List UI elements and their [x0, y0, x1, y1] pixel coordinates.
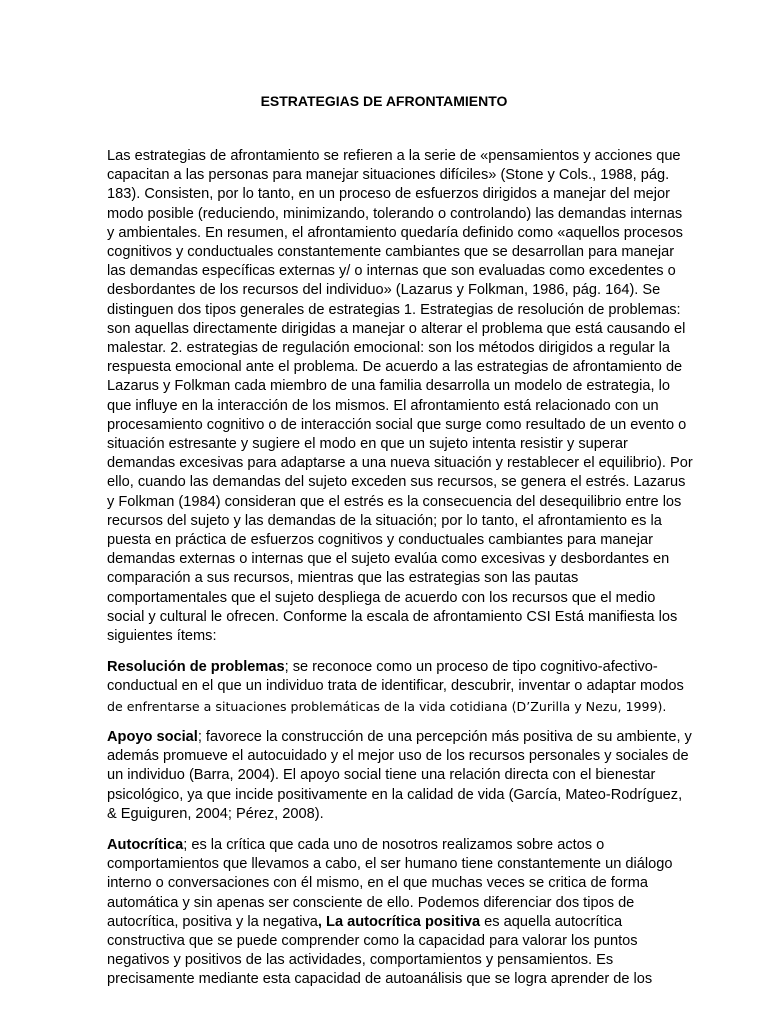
text-line: & Eguiguren, 2004; Pérez, 2008).	[107, 805, 324, 822]
text-line: que influye en la interacción de los mismos. El afrontamiento está relacionado con un	[107, 397, 659, 414]
text-line: cognitivos y conductuales constantemente cambiantes que se desarrollan para manejar	[107, 244, 675, 261]
text-line: Las estrategias de afrontamiento se refieren a la serie de «pensamientos y acciones que	[107, 148, 681, 164]
text-line: capacitan a las personas para manejar situaciones difíciles» (Stone y Cols., 1988, pág.	[107, 167, 670, 184]
text-line: Lazarus y Folkman cada miembro de una familia desarrolla un modelo de estrategia, lo	[107, 378, 670, 395]
text-line: interno o conversaciones con él mismo, en el que muchas veces se critica de forma	[107, 875, 649, 892]
text-line: modo posible (reduciendo, minimizando, tolerando o controlando) las demandas internas	[107, 205, 683, 222]
document-title: ESTRATEGIAS DE AFRONTAMIENTO	[260, 93, 508, 109]
text-line: puesta en práctica de esfuerzos cognitivos y conductuales cambiantes para manejar	[107, 532, 653, 549]
document-body	[107, 147, 693, 1002]
text-line	[107, 658, 667, 677]
resolucion-paragraph	[107, 658, 684, 716]
text-span: autocrítica, positiva y la negativa	[107, 913, 318, 930]
apoyo-paragraph	[107, 728, 692, 824]
text-span: ; es la crítica que cada uno de nosotros realizamos sobre actos o	[183, 836, 605, 853]
text-line: de enfrentarse a situaciones problemáticas de la vida cotidiana (D’Zurilla y Nezu, 1999).	[107, 698, 667, 714]
text-line: procesamiento cognitivo o de interacción social que surge como resultado de un evento o	[107, 416, 687, 433]
text-line: psicológico, ya que incide positivamente en la calidad de vida (García, Mateo-Rodríguez,	[107, 786, 683, 803]
text-line	[107, 836, 667, 855]
text-line: son aquellas directamente dirigidas a manejar o alterar el problema que está causando el	[107, 320, 686, 337]
text-line: y Folkman (1984) consideran que el estrés es la consecuencia del desequilibrio entre los	[107, 493, 682, 510]
text-line: siguientes ítems:	[107, 628, 217, 645]
text-line: distinguen dos tipos generales de estrategias 1. Estrategias de resolución de problemas:	[107, 301, 681, 318]
text-line: comparación a sus recursos, mientras que las estrategias son las pautas	[107, 570, 579, 587]
autocritica-paragraph	[107, 836, 673, 990]
text-line: comportamentales que el sujeto despliega de acuerdo con los recursos que el medio	[107, 589, 656, 606]
text-span: ; favorece la construcción de una percepción más positiva de su ambiente, y	[197, 728, 692, 745]
text-line: un individuo (Barra, 2004). El apoyo social tiene una relación directa con el bienestar	[107, 767, 656, 784]
text-line: precisamente mediante esta capacidad de autoanálisis que se logra aprender de los	[107, 971, 653, 988]
term-resolucion-de-problemas: Resolución de problemas	[107, 659, 285, 676]
text-span: ; se reconoce como un proceso de tipo cognitivo-afectivo-	[284, 659, 658, 676]
text-line: negativos y positivos de las actividades, comportamientos y pensamientos. Es	[107, 952, 614, 969]
intro-paragraph	[107, 147, 693, 646]
text-line	[107, 728, 692, 747]
text-line: desbordantes de los recursos del individuo» (Lazarus y Folkman, 1986, pág. 164). Se	[107, 282, 661, 299]
text-line: recursos del sujeto y las demandas de la situación; por lo tanto, el afrontamiento es la	[107, 512, 662, 529]
term-autocritica-positiva: , La autocrítica positiva	[317, 913, 481, 930]
text-line: respuesta emocional ante el problema. De acuerdo a las estrategias de afrontamiento de	[107, 359, 683, 376]
text-line: comportamientos que llevamos a cabo, el ser humano tiene constantemente un diálogo	[107, 856, 673, 873]
text-line: situación estresante y sugiere el modo en que un sujeto intenta resistir y superar	[107, 436, 628, 453]
text-line: malestar. 2. estrategias de regulación emocional: son los métodos dirigidos a regular la	[107, 340, 670, 357]
text-line: constructiva que se puede comprender como la capacidad para valorar los puntos	[107, 932, 638, 949]
term-autocritica: Autocrítica	[107, 836, 184, 853]
term-apoyo-social: Apoyo social	[107, 728, 198, 745]
text-line: demandas excesivas para adaptarse a una nueva situación y restablecer el equilibrio). Por	[107, 455, 693, 472]
text-line: las demandas específicas externas y/ o internas que son evaluadas como excedentes o	[107, 263, 676, 280]
text-line: y ambientales. En resumen, el afrontamiento quedaría definido como «aquellos procesos	[107, 224, 683, 241]
text-line: social y cultural le ofrecen. Conforme la escala de afrontamiento CSI Está manifiesta los	[107, 608, 678, 625]
text-line: demandas externas o internas que el sujeto evalúa como excesivas y desbordantes en	[107, 551, 670, 568]
text-span: es aquella autocrítica	[480, 913, 623, 930]
text-line: conductual en el que un individuo trata de identificar, descubrir, inventar o adaptar modos	[107, 678, 684, 695]
text-line: 183). Consisten, por lo tanto, en un proceso de esfuerzos dirigidos a manejar del mejor	[107, 186, 670, 203]
text-line	[107, 913, 667, 932]
text-line: ello, cuando las demandas del sujeto exceden sus recursos, se genera el estrés. Lazarus	[107, 474, 686, 491]
text-line: automática y sin apenas ser consciente de ello. Podemos diferenciar dos tipos de	[107, 894, 635, 911]
text-line: además promueve el autocuidado y el mejor uso de los recursos personales y sociales de	[107, 748, 689, 765]
